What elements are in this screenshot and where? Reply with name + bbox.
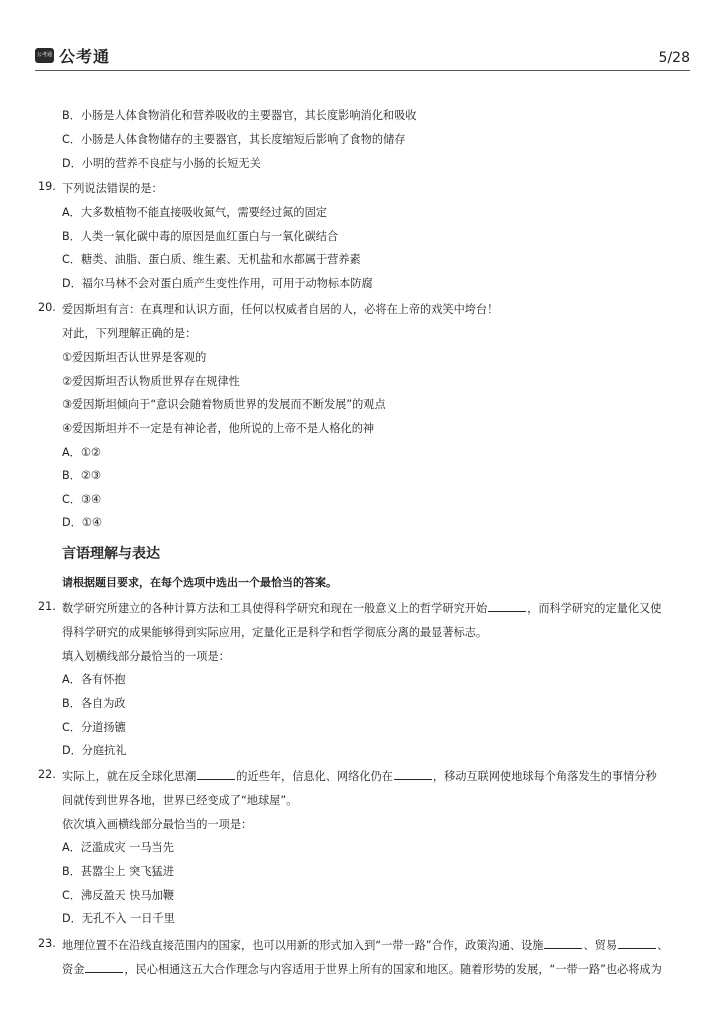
q20-option-b: B．②③ — [62, 469, 101, 482]
q20-stem-2: 对此，下列理解正确的是： — [62, 327, 197, 340]
q20-option-a: A．①② — [62, 446, 101, 459]
q22-stem-part-a: 实际上，就在反全球化思潮 — [62, 770, 197, 783]
q22-blank-2 — [394, 769, 432, 780]
q20-number: 20. — [38, 301, 56, 314]
q22-option-d: D．无孔不入 一日千里 — [62, 912, 175, 925]
page-number: 5/28 — [658, 50, 690, 66]
section-instruction: 请根据题目要求，在每个选项中选出一个最恰当的答案。 — [62, 576, 337, 589]
q23-stem-part-e: ，民心相通这五大合作理念与内容适用于世界上所有的国家和地区。随着形势的发展，“一带一路”也必将成为 — [124, 963, 662, 976]
q22-stem-part-c: ，移动互联网使地球每个角落发生的事情分秒 — [432, 770, 657, 783]
q22-stem-line2: 间就传到世界各地，世界已经变成了“地球屋”。 — [62, 794, 298, 807]
page-header — [35, 44, 690, 71]
q20-statement-1: ①爱因斯坦否认世界是客观的 — [62, 351, 207, 364]
q19-option-a: A．大多数植物不能直接吸收氮气，需要经过氮的固定 — [62, 206, 327, 219]
q21-blank — [488, 601, 526, 612]
q23-number: 23. — [38, 937, 56, 950]
q20-option-c: C．③④ — [62, 493, 102, 506]
q18-option-c: C．小肠是人体食物储存的主要器官，其长度缩短后影响了食物的储存 — [62, 133, 406, 146]
q23-stem-part-d: 资金 — [62, 963, 85, 976]
q20-statement-2: ②爱因斯坦否认物质世界存在规律性 — [62, 375, 240, 388]
q19-option-b: B．人类一氧化碳中毒的原因是血红蛋白与一氧化碳结合 — [62, 230, 339, 243]
q20-statement-4: ④爱因斯坦并不一定是有神论者，他所说的上帝不是人格化的神 — [62, 422, 375, 435]
q19-option-c: C．糖类、油脂、蛋白质、维生素、无机盐和水都属于营养素 — [62, 253, 361, 266]
q23-stem-line2 — [62, 961, 662, 977]
q23-blank-1 — [544, 938, 582, 949]
q21-stem-part-a: 数学研究所建立的各种计算方法和工具使得科学研究和现在一般意义上的哲学研究开始 — [62, 602, 488, 615]
q20-option-d: D．①④ — [62, 516, 102, 529]
q22-stem-line1 — [62, 768, 657, 784]
q21-option-c: C．分道扬镳 — [62, 721, 126, 734]
logo-badge-icon: 公考通 — [35, 48, 54, 63]
q21-stem-line1 — [62, 600, 661, 616]
q22-option-a: A．泛滥成灾 一马当先 — [62, 841, 174, 854]
q21-option-b: B．各自为政 — [62, 697, 126, 710]
q21-stem-part-b: ，而科学研究的定量化又使 — [527, 602, 662, 615]
q21-stem-line3: 填入划横线部分最恰当的一项是： — [62, 650, 230, 663]
q23-stem-part-b: 、贸易 — [583, 939, 618, 952]
logo-text: 公考通 — [59, 47, 111, 66]
q22-stem-line3: 依次填入画横线部分最恰当的一项是： — [62, 818, 253, 831]
q23-blank-3 — [85, 962, 123, 973]
q18-option-b: B．小肠是人体食物消化和营养吸收的主要器官，其长度影响消化和吸收 — [62, 109, 417, 122]
q23-stem-line1 — [62, 937, 668, 953]
q22-option-c: C．沸反盈天 快马加鞭 — [62, 889, 175, 902]
q19-number: 19. — [38, 180, 56, 193]
q22-stem-part-b: 的近些年，信息化、网络化仍在 — [236, 770, 393, 783]
q22-number: 22. — [38, 768, 56, 781]
q19-option-d: D．福尔马林不会对蛋白质产生变性作用，可用于动物标本防腐 — [62, 277, 373, 290]
q20-statement-3: ③爱因斯坦倾向于“意识会随着物质世界的发展而不断发展”的观点 — [62, 398, 386, 411]
q20-stem: 爱因斯坦有言：在真理和认识方面，任何以权威者自居的人，必将在上帝的戏笑中垮台！ — [62, 303, 499, 316]
q22-blank-1 — [197, 769, 235, 780]
q18-option-d: D．小明的营养不良症与小肠的长短无关 — [62, 157, 261, 170]
q23-stem-part-c: 、 — [657, 939, 669, 952]
q21-option-d: D．分庭抗礼 — [62, 744, 127, 757]
q21-number: 21. — [38, 600, 56, 613]
section-title: 言语理解与表达 — [62, 546, 160, 562]
q23-blank-2 — [618, 938, 656, 949]
q23-stem-part-a: 地理位置不在沿线直接范围内的国家，也可以用新的形式加入到“一带一路”合作，政策沟通、设施 — [62, 939, 544, 952]
q21-stem-line2: 得科学研究的成果能够得到实际应用，定量化正是科学和哲学彻底分离的最显著标志。 — [62, 626, 488, 639]
q21-option-a: A．各有怀抱 — [62, 673, 126, 686]
q22-option-b: B．甚嚣尘上 突飞猛进 — [62, 865, 174, 878]
q19-stem: 下列说法错误的是： — [62, 182, 163, 195]
